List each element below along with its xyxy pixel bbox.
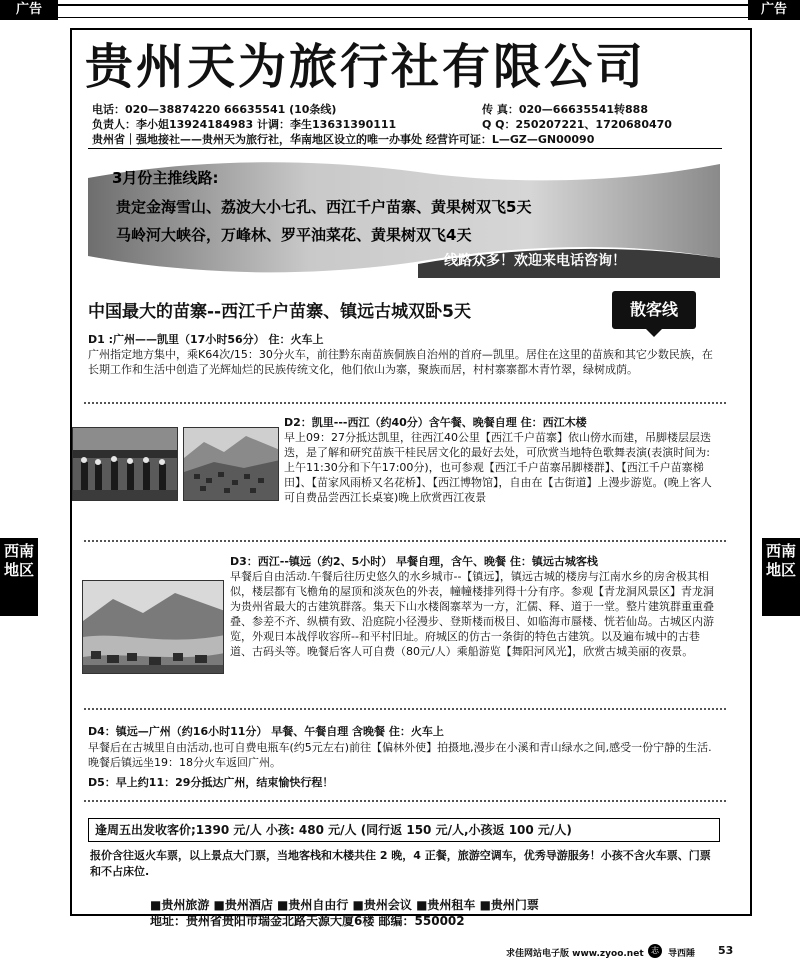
company-title: 贵州天为旅行社有限公司 bbox=[85, 39, 647, 95]
day1-description: 广州指定地方集中，乘K64次/15：30分火车，前往黔东南苗族侗族自治州的首府—凯里。居住在这里的苗族和其它少数民族，在长期工作和生活中创造了光辉灿烂的民族传统文化，他们依山为寨，聚族而居，村村寨寨都木青竹翠，绿树成荫。 bbox=[88, 348, 713, 376]
contact-qq: Q Q：250207221、1720680470 bbox=[482, 118, 672, 131]
region-tab-right-label: 西南地区 bbox=[766, 542, 797, 579]
badge-pointer bbox=[646, 329, 662, 337]
xijiang-village-photo bbox=[183, 427, 279, 501]
services-list: ■贵州旅游 ■贵州酒店 ■贵州自由行 ■贵州会议 ■贵州租车 ■贵州门票 bbox=[150, 898, 539, 912]
promo-banner-title: 3月份主推线路: bbox=[112, 169, 219, 187]
page-number: 53 bbox=[718, 944, 734, 957]
top-rule bbox=[58, 4, 748, 18]
contact-manager: 负责人：李小姐13924184983 计调：李生13631390111 bbox=[92, 118, 397, 131]
contact-fax: 传 真：020—66635541转888 bbox=[482, 103, 648, 116]
dotted-divider bbox=[84, 540, 726, 542]
day4-description: 早餐后在古城里自由活动,也可自费电瓶车(约5元左右)前往【偏林外使】拍摄地,漫步在小溪和青山绿水之间,感受一份宁静的生活.晚餐后镇远坐19：18分火车返回广州。 bbox=[88, 741, 712, 769]
ad-label-left: 广告 bbox=[0, 0, 58, 20]
zhenyuan-town-photo bbox=[82, 580, 224, 674]
region-tab-left-label: 西南地区 bbox=[4, 542, 35, 579]
day2-heading: D2：凯里---西江（约40分）含午餐、晚餐自理 住：西江木楼 bbox=[284, 416, 587, 429]
day2-description: 早上09：27分抵达凯里，往西江40公里【西江千户苗寨】依山傍水而建，吊脚楼层层迭迭，是了解和研究苗族干桂民居文化的最好去处，可欣赏当地特色歌舞表演(表演时间为:上午11:30分和下午17:00分)，也可参观【西江千户苗寨吊脚楼群】、【西江千户苗寨梯田】、【苗家风雨桥又名花桥】、【西江博物馆】，自由在【古街道】上漫步游览。(晚上客人可自费品尝西江长桌宴)晚上欣赏西江夜景 bbox=[284, 431, 712, 504]
footer-site: 求佳网站电子版 www.zyoo.net bbox=[506, 949, 644, 959]
region-tab-left bbox=[0, 538, 38, 616]
day4-heading: D4：镇远—广州（约16小时11分） 早餐、午餐自理 含晚餐 住：火车上 bbox=[88, 725, 444, 738]
route-title: 中国最大的苗寨--西江千户苗寨、镇远古城双卧5天 bbox=[88, 302, 471, 322]
price-box: 逢周五出发收客价;1390 元/人 小孩: 480 元/人 (同行返 150 元/人,小孩返 100 元/人) bbox=[88, 818, 720, 842]
footer-logo-icon: 志 bbox=[648, 944, 662, 958]
dotted-divider bbox=[84, 402, 726, 404]
day3-heading: D3：西江--镇远（约2、5小时） 早餐自理，含午、晚餐 住：镇远古城客栈 bbox=[230, 555, 598, 568]
ad-label-right: 广告 bbox=[748, 0, 800, 20]
day1-heading: D1 :广州——凯里（17小时56分） 住：火车上 bbox=[88, 333, 324, 346]
group-type-badge: 散客线 bbox=[612, 291, 696, 329]
day3-description: 早餐后自由活动.午餐后往历史悠久的水乡城市--【镇远】，镇远古城的楼房与江南水乡的房舍极其相似，楼层都有飞檐角的屋顶和淡灰色的外表，幢幢楼排列得十分有序。参观【青龙洞风景区】青龙洞为贵州省最大的古建筑群落。集天下山水楼阁寨萃为一方，汇儒、释、道于一堂。整片建筑群重重叠叠、参差不齐、纵横有致、沿庭院小径漫步、登斯楼而极目、如临海市蜃楼、恍若仙岛。古城区内游览，外观日本战俘收容所--和平村旧址。府城区的仿古一条街的特色古建筑。以及遍布城中的古巷道、古码头等。晚餐后客人可自费（80元/人）乘船游览【舞阳河风光】，欣赏古城美丽的夜景。 bbox=[230, 570, 714, 658]
address-line: 地址：贵州省贵阳市瑞金北路天源大厦6楼 邮编：550002 bbox=[150, 914, 465, 928]
dotted-divider bbox=[84, 800, 726, 802]
license-line: 贵州省｜强地接社——贵州天为旅行社，华南地区设立的唯一办事处 经营许可证：L—GZ—GN00090 bbox=[92, 133, 595, 146]
day5-heading: D5：早上约11：29分抵达广州，结束愉快行程！ bbox=[88, 776, 334, 789]
price-includes-note: 报价含往返火车票，以上景点大门票，当地客栈和木楼共住 2 晚，4 正餐，旅游空调车，优秀导游服务！小孩不含火车票、门票和不占床位. bbox=[90, 849, 711, 878]
promo-slogan: 线路众多！欢迎来电话咨询！ bbox=[444, 253, 626, 269]
promo-line-1: 贵定金海雪山、荔波大小七孔、西江千户苗寨、黄果树双飞5天 bbox=[116, 198, 532, 216]
region-tab-right bbox=[762, 538, 800, 616]
miao-dance-photo bbox=[72, 427, 178, 501]
promo-line-2: 马岭河大峡谷，万峰林、罗平油菜花、黄果树双飞4天 bbox=[116, 226, 472, 244]
footer-section: 导西陲 bbox=[668, 949, 696, 959]
header-divider bbox=[88, 148, 722, 149]
contact-phone: 电话：020—38874220 66635541 (10条线) bbox=[92, 103, 337, 116]
dotted-divider bbox=[84, 708, 726, 710]
